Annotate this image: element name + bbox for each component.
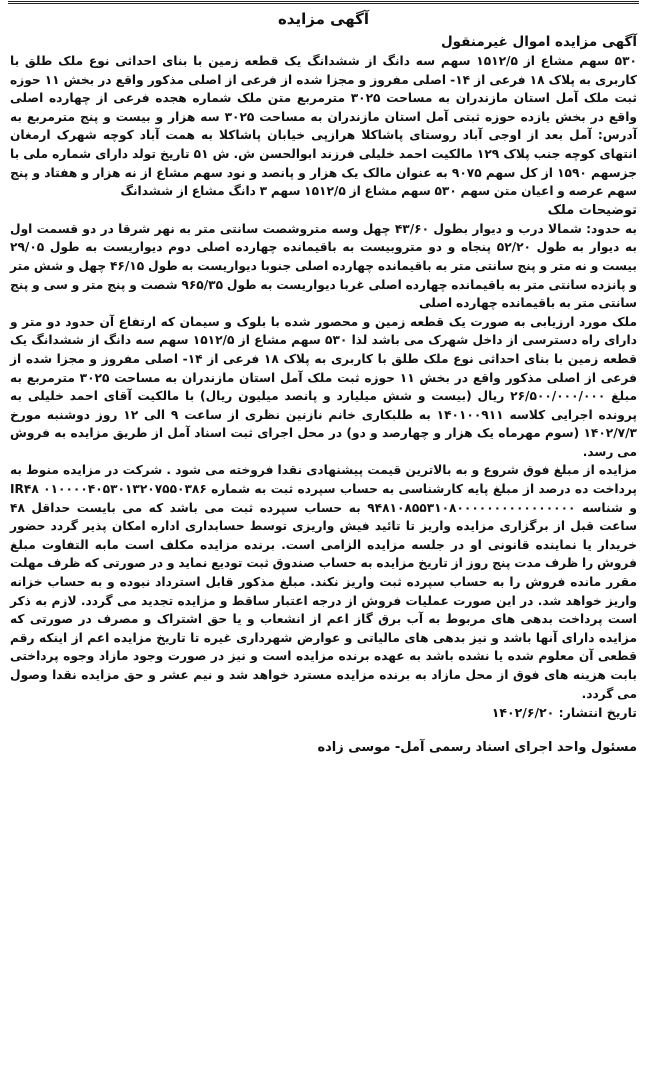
property-boundaries: به حدود: شمالا درب و دیوار بطول ۴۳/۶۰ چهل وسه متروشصت سانتی متر به نهر شرقا در دو قسمت اول به دیوار به طول ۵۲/۲۰ پنجاه و دو متروبیست به باقیمانده چهارده اصلی دوم دیواریست به طول ۲۹/۰۵ بیست و نه متر و پنج سانتی متر به باقیمانده چهارده اصلی جنوبا دیواریست به طول ۴۶/۱۵ چهل و شش متر و پانزده سانتی متر به باقیمانده چهارده اصلی غربا دیواریست به طول ۹۶۵/۳۵ شصت و پنج متر و سی و پنج سانتی متر به باقیمانده چهارده اصلی <box>10 221 638 311</box>
publish-date: تاریخ انتشار: ۱۴۰۲/۶/۲۰ <box>491 705 637 721</box>
auction-terms: مزایده از مبلغ فوق شروع و به بالاترین قیمت پیشنهادی نقدا فروخته می شود . شرکت در مزایده منوط به پرداخت ده درصد از مبلغ پایه کارشناسی به حساب سپرده ثبت به شماره ۰۱۰۰۰۰۴۰۵۳۰۱۳۲۰۷۵۵۰۳۸۶ IR۴۸ و شناسه ۹۴۸۱۰۸۵۵۳۱۰۸۰۰۰۰۰۰۰۰۰۰۰۰۰۰۰۰ به حساب سپرده ثبت می باشد که می بایست حداقل ۴۸ ساعت قبل از برگزاری مزایده واریز تا تائید فیش واریزی توسط حسابداری اداره امکان پذیر گردد حضور خریدار یا نماینده قانونی او در جلسه مزایده الزامی است. برنده مزایده مکلف است مابه التفاوت مبلغ فروش را ظرف مدت پنج روز از تاریخ مزایده به حساب صندوق ثبت تودیع نماید و در صورتی که ظرف مهلت مقرر مانده فروش را به حساب سپرده ثبت واریز نکند. مبلغ مذکور قابل استرداد نبوده و به حساب خزانه واریز خواهد شد. در این صورت عملیات فروش از درجه اعتبار ساقط و مزایده تجدید می گردد. لازم به ذکر است پرداخت بدهی های مربوط به آب برق گاز اعم از انشعاب و یا حق اشتراک و مصرف در صورتی که مزایده دارای آنها باشد و نیز بدهی های مالیاتی و عوارض شهرداری غیره تا تاریخ مزایده اعم از اینکه رقم قطعی آن معلوم شده یا نشده باشد به عهده برنده مزایده است و نیز در صورت وجود مازاد وجوه پرداختی بابت هزینه های فوق از محل مازاد به برنده مزایده مسترد خواهد شد و نیم عشر و حق مزایده نقدا وصول می گردد. <box>10 463 637 701</box>
appraisal-paragraph: ملک مورد ارزیابی به صورت یک قطعه زمین و محصور شده با بلوک و سیمان که ارتفاع آن حدود دو متر و دارای راه دسترسی از داخل شهرک می باشد لذا ۵۳۰ سهم مشاع از ۱۵۱۲/۵ سهم سه دانگ از ششدانگ یک قطعه زمین با بنای احداثی نوع ملک طلق با کاربری به پلاک ۱۸ فرعی از ۱۴- اصلی مفروز و مجزا شده از فرعی از اصلی مذکور واقع در بخش ۱۱ حوزه ثبت ملک آمل استان مازندران به مساحت ۳۰۲۵ مترمربع به مبلغ ۲۶/۵۰۰/۰۰۰/۰۰۰ ریال (بیست و شش میلیارد و پانصد میلیون ریال) با مالکیت آقای احمد خلیلی به پرونده اجرایی کلاسه ۱۴۰۱۰۰۹۱۱ به طلبکاری خانم نازنین نظری از ساعت ۹ الی ۱۲ روز دوشنبه مورخ ۱۴۰۲/۷/۳ (سوم مهرماه یک هزار و چهارصد و دو) در محل اجرای ثبت اسناد آمل از طریق مزایده به فروش می رسد. <box>10 314 638 459</box>
notice-title: آگهی مزایده <box>277 10 370 28</box>
top-divider <box>8 1 639 4</box>
signature: مسئول واحد اجرای اسناد رسمی آمل- موسی زاده <box>317 740 637 756</box>
section-heading: توضیحات ملک <box>547 202 637 218</box>
property-description: ۵۳۰ سهم مشاع از ۱۵۱۲/۵ سهم سه دانگ از ششدانگ یک قطعه زمین با بنای احداثی نوع ملک طلق با کاربری به پلاک ۱۸ فرعی از ۱۴- اصلی مفروز و مجزا شده از فرعی از اصلی مذکور واقع در بخش ۱۱ حوزه ثبت ملک آمل استان مازندران به مساحت ۳۰۲۵ مترمربع متن ملک شماره هجده فرعی از چهارده اصلی واقع در بخش یازده حوزه ثبتی آمل استان مازندران به مساحت ۳۰۲۵ سه هزار و بیست و پنج مترمربع به آدرس: آمل بعد از اوجی آباد روستای پاشاکلا هرازپی خیابان پاشاکلا به همت آباد کوچه شهرک ارمغان انتهای کوچه جنب پلاک ۱۲۹ مالکیت احمد خلیلی فرزند ابوالحسن ش. ش ۵۱ تاریخ تولد دارای شماره ملی با جزسهم ۱۵۹۰ از کل سهم ۹۰۷۵ به عنوان مالک یک هزار و پانصد و نود سهم مشاع از نه هزار و هفتاد و پنج سهم عرصه و اعیان متن سهم ۵۳۰ سهم مشاع از ۱۵۱۲/۵ سهم ۳ دانگ مشاع از ششدانگ <box>10 54 638 199</box>
notice-subtitle: آگهی مزایده اموال غیرمنقول <box>440 34 637 50</box>
